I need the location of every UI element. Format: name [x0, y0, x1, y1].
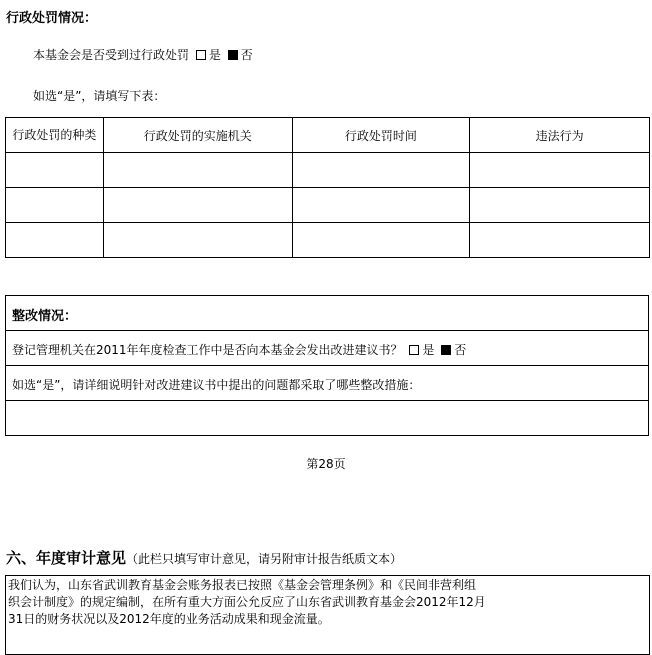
table-row	[6, 188, 650, 223]
header-penalty-time: 行政处罚时间	[292, 118, 470, 153]
header-violation: 违法行为	[470, 118, 650, 153]
audit-title: 年度审计意见	[36, 549, 127, 567]
table-cell[interactable]	[292, 153, 470, 188]
table-cell[interactable]	[470, 223, 650, 258]
rectification-instruction-box	[5, 365, 649, 401]
admin-penalty-table	[5, 117, 650, 258]
audit-opinion-line: 31日的财务状况以及2012年度的业务活动成果和现金流量。	[8, 612, 330, 626]
table-cell[interactable]	[6, 223, 104, 258]
rectification-instruction: 如选“是”，请详细说明针对改进建议书中提出的问题都采取了哪些整改措施：	[12, 378, 421, 392]
admin-penalty-question-line	[33, 46, 253, 63]
audit-opinion-box	[5, 575, 650, 655]
yes-checkbox[interactable]	[196, 50, 206, 60]
audit-note: （此栏只填写审计意见，请另附审计报告纸质文本）	[126, 552, 403, 566]
admin-penalty-heading: 行政处罚情况：	[6, 11, 98, 26]
rectification-question: 登记管理机关在2011年年度检查工作中是否向本基金会发出改进建议书？	[12, 343, 403, 357]
header-enforcement-agency: 行政处罚的实施机关	[103, 118, 292, 153]
audit-opinion-line: 我们认为，山东省武训教育基金会账务报表已按照《基金会管理条例》和《民间非营利组	[8, 578, 477, 592]
rectification-yes-checkbox[interactable]	[409, 345, 419, 355]
rectification-question-box	[5, 330, 649, 366]
admin-penalty-instruction: 如选“是”，请填写下表：	[33, 89, 166, 103]
table-cell[interactable]	[103, 153, 292, 188]
table-cell[interactable]	[103, 188, 292, 223]
table-cell[interactable]	[470, 153, 650, 188]
rectification-answer-field[interactable]	[5, 400, 649, 436]
table-cell[interactable]	[6, 188, 104, 223]
table-cell[interactable]	[292, 188, 470, 223]
audit-section-number: 六、	[6, 549, 37, 567]
rectification-no-label: 否	[454, 343, 467, 357]
table-cell[interactable]	[292, 223, 470, 258]
page-number: 第28页	[306, 457, 346, 471]
table-cell[interactable]	[6, 153, 104, 188]
no-label: 否	[240, 48, 253, 62]
table-cell[interactable]	[470, 188, 650, 223]
table-header-row	[6, 118, 650, 153]
table-row	[6, 153, 650, 188]
no-checkbox[interactable]	[228, 50, 238, 60]
header-penalty-type: 行政处罚的种类	[6, 118, 104, 153]
rectification-question-line	[12, 341, 466, 358]
admin-penalty-question: 本基金会是否受到过行政处罚	[33, 48, 190, 62]
rectification-heading: 整改情况：	[12, 309, 78, 324]
table-row	[6, 223, 650, 258]
yes-label: 是	[208, 48, 221, 62]
rectification-heading-box	[5, 295, 649, 331]
rectification-yes-label: 是	[422, 343, 435, 357]
table-cell[interactable]	[103, 223, 292, 258]
rectification-no-checkbox[interactable]	[441, 345, 451, 355]
audit-heading	[6, 547, 402, 568]
audit-opinion-line: 织会计制度》的规定编制，在所有重大方面公允反应了山东省武训教育基金会2012年12月	[8, 595, 486, 609]
